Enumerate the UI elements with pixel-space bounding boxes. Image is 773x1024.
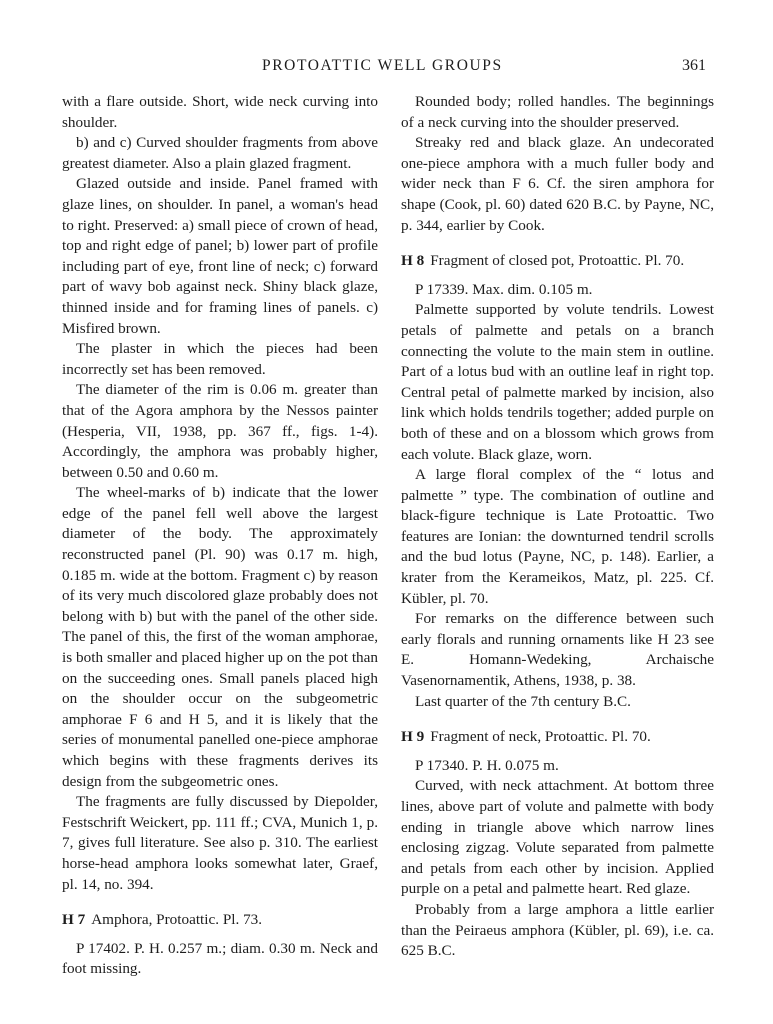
- page-number: 361: [682, 57, 706, 74]
- entry-label: H 7: [62, 911, 86, 929]
- paragraph: Streaky red and black glaze. An undecorated one-piece amphora with a much fuller body and wider neck than F 6. Cf. the siren amphora for shape (Cook, pl. 60) dated 620 B.C. by Payne, NC, p. 344, earlier by Cook.: [401, 134, 714, 234]
- paragraph: Last quarter of the 7th century B.C.: [415, 692, 631, 710]
- catalogue-entry-h8: [401, 251, 714, 272]
- paragraph: Palmette supported by volute tendrils. Lowest petals of palmette and petals on a branch connecting the volute to the main stem in outline. Part of a lotus bud with an outline leaf in right top. Central petal of palmette marked by incision, also link which holds tendrils together; added purple on both of these and on a blossom which grows from each volute. Black glaze, worn.: [401, 301, 714, 463]
- paragraph: Curved, with neck attachment. At bottom three lines, above part of volute and palmette with body ending in triangle above which narrow lines enclosing zigzag. Volute separated from palmette and petals from each other by incision. Applied purple on a petal and palmette heart. Red glaze.: [401, 777, 714, 898]
- paragraph: For remarks on the difference between such early florals and running ornaments like H 23 see E. Homann-Wedeking, Archaische Vasenornamentik, Athens, 1938, p. 38.: [401, 610, 714, 690]
- paragraph: with a flare outside. Short, wide neck curving into shoulder.: [62, 93, 378, 131]
- page-header: [0, 57, 773, 81]
- paragraph: The wheel-marks of b) indicate that the lower edge of the panel fell well above the largest diameter of the body. The approximately reconstructed panel (Pl. 90) was 0.17 m. high, 0.185 m. wide at the bottom. Fragment c) by reason of its very much discolored glaze probably does not belong with b) but with the panel of the other side. The panel of this, the first of the woman amphorae, is both smaller and placed higher up on the pot than on the succeeding ones. Small panels placed high on the shoulder occur on the subgeometric amphorae F 6 and H 5, and it is likely that the series of monumental panelled one-piece amphorae which begins with these fragments derives its design from the subgeometric ones.: [62, 484, 378, 790]
- paragraph: Rounded body; rolled handles. The beginnings of a neck curving into the shoulder preserved.: [401, 93, 714, 131]
- paragraph: The diameter of the rim is 0.06 m. greater than that of the Agora amphora by the Nessos painter (Hesperia, VII, 1938, pp. 367 ff., figs. 1-4). Accordingly, the amphora was probably higher, between 0.50 and 0.60 m.: [62, 381, 378, 481]
- entry-measurements: P 17339. Max. dim. 0.105 m.: [415, 280, 593, 298]
- catalogue-entry-h9: [401, 727, 714, 748]
- paragraph: Glazed outside and inside. Panel framed with glaze lines, on shoulder. In panel, a woman's head to right. Preserved: a) small piece of crown of head, top and right edge of panel; b) lower part of profile including part of eye, front line of neck; c) forward part of wavy bob against neck. Shiny black glaze, thinned inside and for framing lines of panels. c) Misfired brown.: [62, 175, 378, 337]
- paragraph: The fragments are fully discussed by Diepolder, Festschrift Weickert, pp. 111 ff.; CVA, Munich 1, p. 7, gives full literature. See also p. 310. The earliest horse-head amphora looks somewhat later, Graef, pl. 14, no. 394.: [62, 793, 378, 893]
- entry-title: Amphora, Protoattic. Pl. 73.: [91, 911, 263, 929]
- running-head: PROTOATTIC WELL GROUPS: [262, 57, 503, 74]
- entry-label: H 8: [401, 252, 425, 270]
- entry-measurements: P 17340. P. H. 0.075 m.: [415, 756, 559, 774]
- entry-label: H 9: [401, 728, 425, 746]
- right-column: [401, 92, 714, 962]
- paragraph: b) and c) Curved shoulder fragments from above greatest diameter. Also a plain glazed fragment.: [62, 134, 378, 172]
- left-column: [62, 92, 378, 980]
- paragraph: Probably from a large amphora a little earlier than the Peiraeus amphora (Kübler, pl. 69), i.e. ca. 625 B.C.: [401, 900, 714, 960]
- entry-title: Fragment of closed pot, Protoattic. Pl. 70.: [430, 252, 685, 270]
- catalogue-entry-h7: [62, 910, 378, 931]
- paragraph: A large floral complex of the “ lotus and palmette ” type. The combination of outline and black-figure technique is Late Protoattic. Two features are Ionian: the downturned tendril scrolls and the bud lotus (Payne, NC, p. 148). Earlier, a krater from the Kerameikos, Matz, pl. 225. Cf. Kübler, pl. 70.: [401, 466, 714, 607]
- entry-measurements: P 17402. P. H. 0.257 m.; diam. 0.30 m. Neck and foot missing.: [62, 939, 378, 978]
- paragraph: The plaster in which the pieces had been incorrectly set has been removed.: [62, 340, 378, 378]
- entry-title: Fragment of neck, Protoattic. Pl. 70.: [430, 728, 651, 746]
